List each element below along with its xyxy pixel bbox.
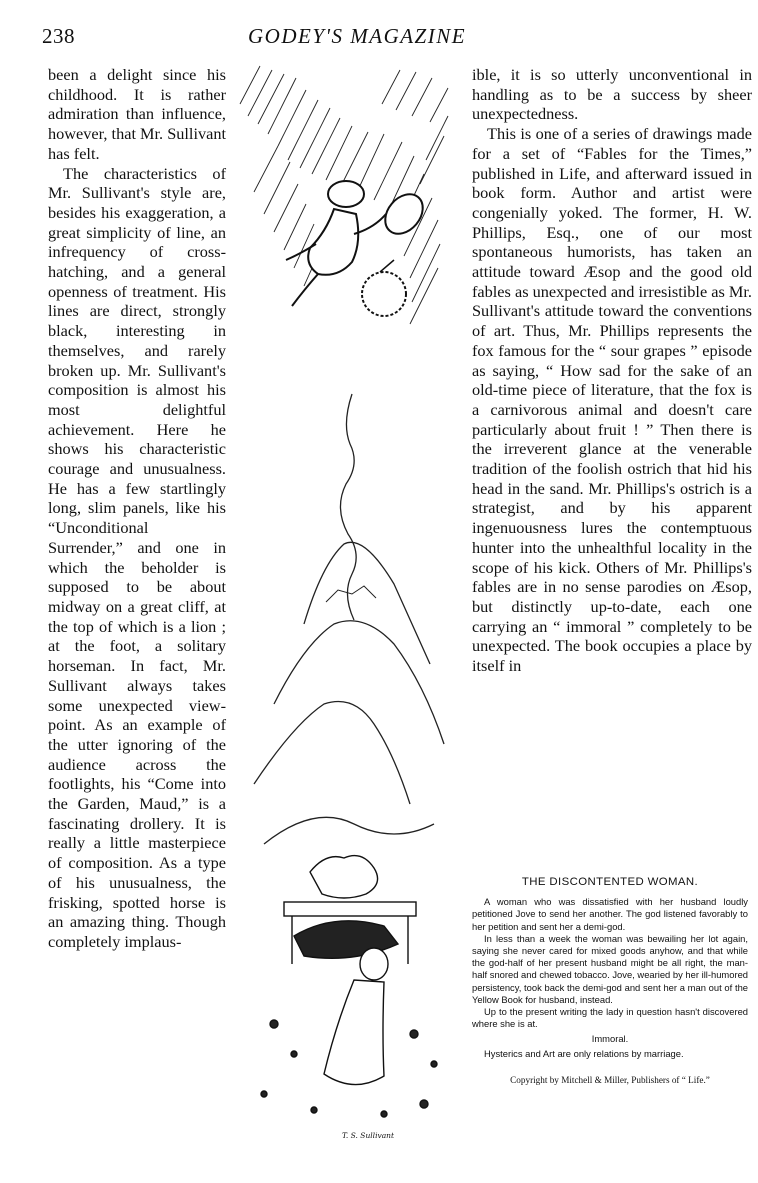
left-paragraph-1: been a delight since his childhood. It is rather admiration than influence, however, that Mr. Sullivant has felt.	[48, 65, 226, 163]
garden-scene	[261, 856, 437, 1117]
left-column	[48, 65, 226, 952]
illustration	[234, 64, 456, 1146]
right-column	[472, 65, 752, 676]
left-paragraph-2: The characteristics of Mr. Sullivant's style are, besides his exaggeration, a great simplicity of line, an infrequency of cross-hatching, and a general openness of treatment. His lines are direct, strongly black, interesting in themselves, and rarely broken up. Mr. Sullivant's composition is almost his most delightful achievement. Here he shows his characteristic courage and unusualness. He has a few startlingly long, slim panels, like his “Unconditional Surrender,” and one in which the beholder is supposed to be about midway on a great cliff, at the top of which is a lion ; at the foot, a solitary horseman. In fact, Mr. Sullivant always takes some unexpected view-point. As an example of the utter ignoring of the audience across the footlights, his “Come into the Garden, Maud,” is a fascinating drollery. It is really a little masterpiece of composition. As a type of his unusualness, the frisking, spotted horse is an amazing thing. Though completely implaus-	[48, 163, 226, 951]
fable-moral: Hysterics and Art are only relations by marriage.	[484, 1047, 684, 1059]
running-title: GODEY'S MAGAZINE	[248, 24, 467, 48]
right-paragraph-2: This is one of a series of drawings made for a set of “Fables for the Times,” published in Life, and afterward issued in book form. Author and artist were congenially yoked. The former, H. W. Phillips, Esq., one of our most spontaneous humorists, has taken an attitude toward Æsop and the good old fables as unexpected and irresistible as Mr. Sullivant's attitude toward the conventions of art. Thus, Mr. Phillips represents the fox famous for the “ sour grapes ” episode as saying, “ How sad for the sake of an old-time piece of literature, that the fox is a carnivorous animal and doesn't care particularly about fruit ! ” Then there is the irreverent glance at the venerable tradition of the foolish ostrich that hid his head in the sand. Mr. Phillips's ostrich is a strategist, and by his apparent ingenuousness lures the contemptuous hunter into the unhealthful locality in the scope of his kick. Others of Mr. Phillips's fables are in no sense parodies on Æsop, but distinctly up-to-date, each one carrying an “ immoral ” completely to be unexpected. The book occupies a place by itself in	[472, 124, 752, 676]
cliff-scene	[254, 394, 444, 844]
artist-signature	[342, 1131, 395, 1140]
fable-paragraph-1: A woman who was dissatisfied with her husband loudly petitioned Jove to send her another. The god listened favorably to her petition and sent her a demi-god.	[472, 896, 748, 932]
page-header	[0, 0, 758, 60]
fable-inset	[472, 876, 748, 1086]
fable-copyright: Copyright by Mitchell & Miller, Publishers of “ Life.”	[510, 1074, 710, 1085]
fable-title: THE DISCONTENTED WOMAN.	[521, 876, 699, 888]
fable-paragraph-3: Up to the present writing the lady in question hasn't discovered where she is at.	[472, 1006, 748, 1030]
page-number: 238	[42, 24, 75, 48]
artist-signature-text: T. S. Sullivant	[342, 1131, 395, 1140]
right-paragraph-1: ible, it is so utterly unconventional in handling as to be a success by sheer unexpectedness.	[472, 65, 752, 124]
frisking-figure	[286, 181, 430, 316]
fable-moral-label: Immoral.	[591, 1033, 629, 1045]
fable-paragraph-2: In less than a week the woman was bewailing her lot again, saying she never cared for mixed goods anyhow, and that while the god-half of her present husband might be all right, the man-half snored and chewed tobacco. Jove, wearied by her ill-humored persistency, took back the demi-god and sent her a man out of the Yellow Book for husband, instead.	[472, 932, 748, 1005]
